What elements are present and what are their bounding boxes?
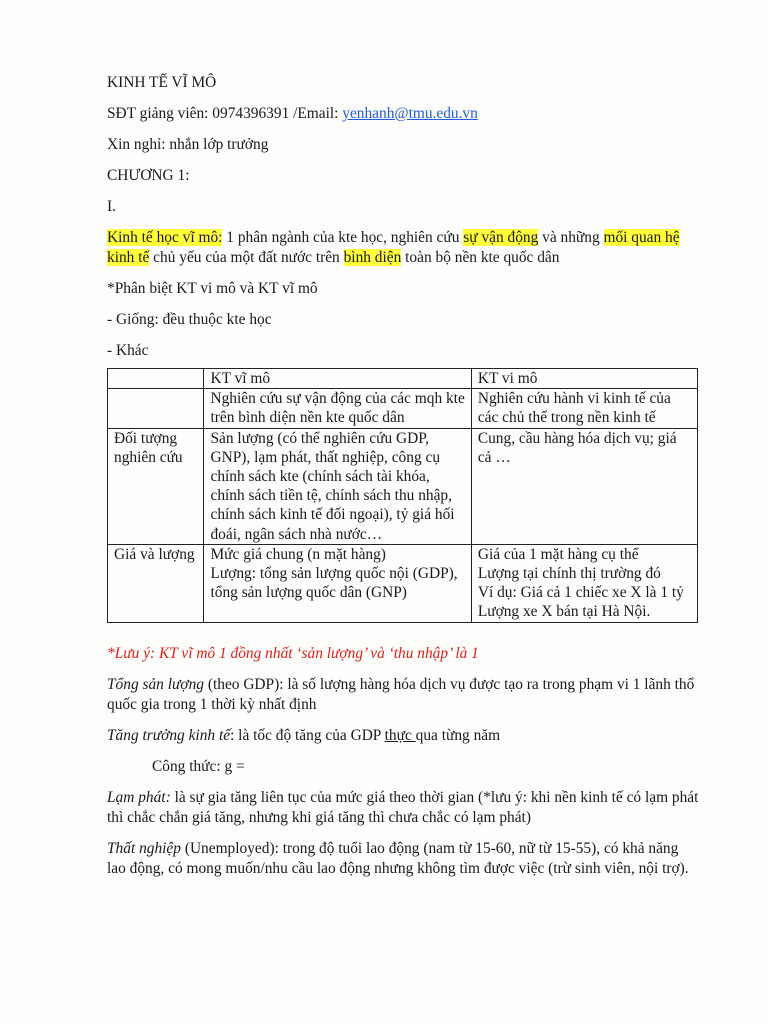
table-cell bbox=[108, 369, 204, 389]
distinguish-heading: *Phân biệt KT vi mô và KT vĩ mô bbox=[107, 280, 318, 297]
definition-text: 1 phân ngành của kte học, nghiên cứu bbox=[222, 229, 464, 246]
table-row bbox=[108, 428, 698, 544]
comparison-table bbox=[107, 368, 698, 623]
growth-definition bbox=[107, 726, 699, 746]
cell-line: Lượng tại chính thị trường đó bbox=[477, 565, 661, 583]
growth-term: Tăng trưởng kinh tế bbox=[107, 726, 231, 744]
highlight-scope: bình diện bbox=[343, 249, 402, 266]
table-row bbox=[108, 369, 698, 389]
highlight-movement: sự vận động bbox=[463, 229, 539, 246]
email-link[interactable]: yenhanh@tmu.edu.vn bbox=[342, 105, 478, 122]
output-definition bbox=[107, 675, 699, 715]
leave-note: Xin nghỉ: nhắn lớp trưởng bbox=[107, 136, 269, 153]
section-number: I. bbox=[107, 198, 116, 215]
cell-line: Mức giá chung (n mặt hàng) bbox=[210, 545, 386, 563]
underlined-real: thực bbox=[384, 726, 416, 744]
difference-line: - Khác bbox=[107, 342, 149, 359]
definition-text: và những bbox=[538, 229, 604, 246]
definition-paragraph bbox=[107, 228, 699, 268]
table-row bbox=[108, 544, 698, 622]
cell-line: Giá của 1 mặt hàng cụ thể bbox=[477, 545, 639, 563]
growth-text: : là tốc độ tăng của GDP bbox=[230, 726, 385, 744]
formula-line: Công thức: g = bbox=[152, 757, 245, 775]
cell-line: Lượng xe X bán tại Hà Nội. bbox=[477, 603, 651, 621]
table-header-macro: KT vĩ mô bbox=[204, 369, 471, 389]
inflation-text: là sự gia tăng liên tục của mức giá theo thời gian (*lưu ý: khi nền kinh tế có lạm phát thì chắc chắn giá tăng, nhưng khi giá tăng thì chưa chắc có lạm phát) bbox=[107, 788, 699, 826]
cell-line: Lượng: tổng sản lượng quốc nội (GDP), tổng sản lượng quốc dân (GNP) bbox=[210, 565, 458, 602]
row-label: Giá và lượng bbox=[108, 544, 204, 622]
output-term: Tổng sản lượng bbox=[107, 675, 204, 693]
output-text: (theo GDP): là số lượng hàng hóa dịch vụ được tạo ra trong phạm vi 1 lãnh thổ quốc gia trong 1 thời kỳ nhất định bbox=[107, 675, 695, 713]
table-cell bbox=[471, 544, 697, 622]
table-cell: Cung, cầu hàng hóa dịch vụ; giá cả … bbox=[471, 428, 697, 544]
similarity-line: - Giống: đều thuộc kte học bbox=[107, 311, 272, 328]
document-page bbox=[107, 73, 699, 890]
growth-text: qua từng năm bbox=[415, 726, 501, 744]
table-cell: Nghiên cứu hành vi kinh tế của các chủ thể trong nền kinh tế bbox=[471, 389, 697, 428]
definition-term: Kinh tế học vĩ mô: bbox=[107, 229, 223, 246]
unemployment-definition bbox=[107, 839, 699, 879]
definition-text: chủ yếu của một đất nước trên bbox=[149, 249, 344, 266]
inflation-term: Lạm phát: bbox=[107, 788, 171, 806]
table-header-micro: KT vi mô bbox=[471, 369, 697, 389]
row-label: Đối tượng nghiên cứu bbox=[108, 428, 204, 544]
highlight-relations: mối quan hệ kinh tế bbox=[107, 229, 680, 266]
red-note: *Lưu ý: KT vĩ mô 1 đồng nhất ‘sản lượng’ và ‘thu nhập’ là 1 bbox=[107, 644, 479, 662]
inflation-definition bbox=[107, 788, 699, 828]
definition-text: toàn bộ nền kte quốc dân bbox=[401, 249, 560, 266]
doc-title: KINH TẾ VĨ MÔ bbox=[107, 74, 217, 91]
table-cell bbox=[204, 544, 471, 622]
unemployment-term: Thất nghiệp bbox=[107, 839, 181, 857]
cell-line: Ví dụ: Giá cả 1 chiếc xe X là 1 tỷ bbox=[477, 584, 684, 602]
unemployment-text: (Unemployed): trong độ tuổi lao động (nam từ 15-60, nữ từ 15-55), có khả năng lao động, có mong muốn/nhu cầu lao động nhưng không tìm được việc (trừ sinh viên, nội trợ). bbox=[107, 839, 689, 877]
table-cell: Nghiên cứu sự vận động của các mqh kte trên bình diện nền kte quốc dân bbox=[204, 389, 471, 428]
table-row bbox=[108, 389, 698, 428]
table-cell: Sản lượng (có thể nghiên cứu GDP, GNP), lạm phát, thất nghiệp, công cụ chính sách kte (chính sách tài khóa, chính sách tiền tệ, chính sách thu nhập, chính sách kinh tế đối ngoại), tỷ giá hối đoái, ngân sách nhà nước… bbox=[204, 428, 471, 544]
contact-line bbox=[107, 104, 699, 124]
table-cell bbox=[108, 389, 204, 428]
chapter-heading: CHƯƠNG 1: bbox=[107, 167, 190, 184]
contact-text: SĐT giảng viên: 0974396391 /Email: bbox=[107, 105, 343, 122]
